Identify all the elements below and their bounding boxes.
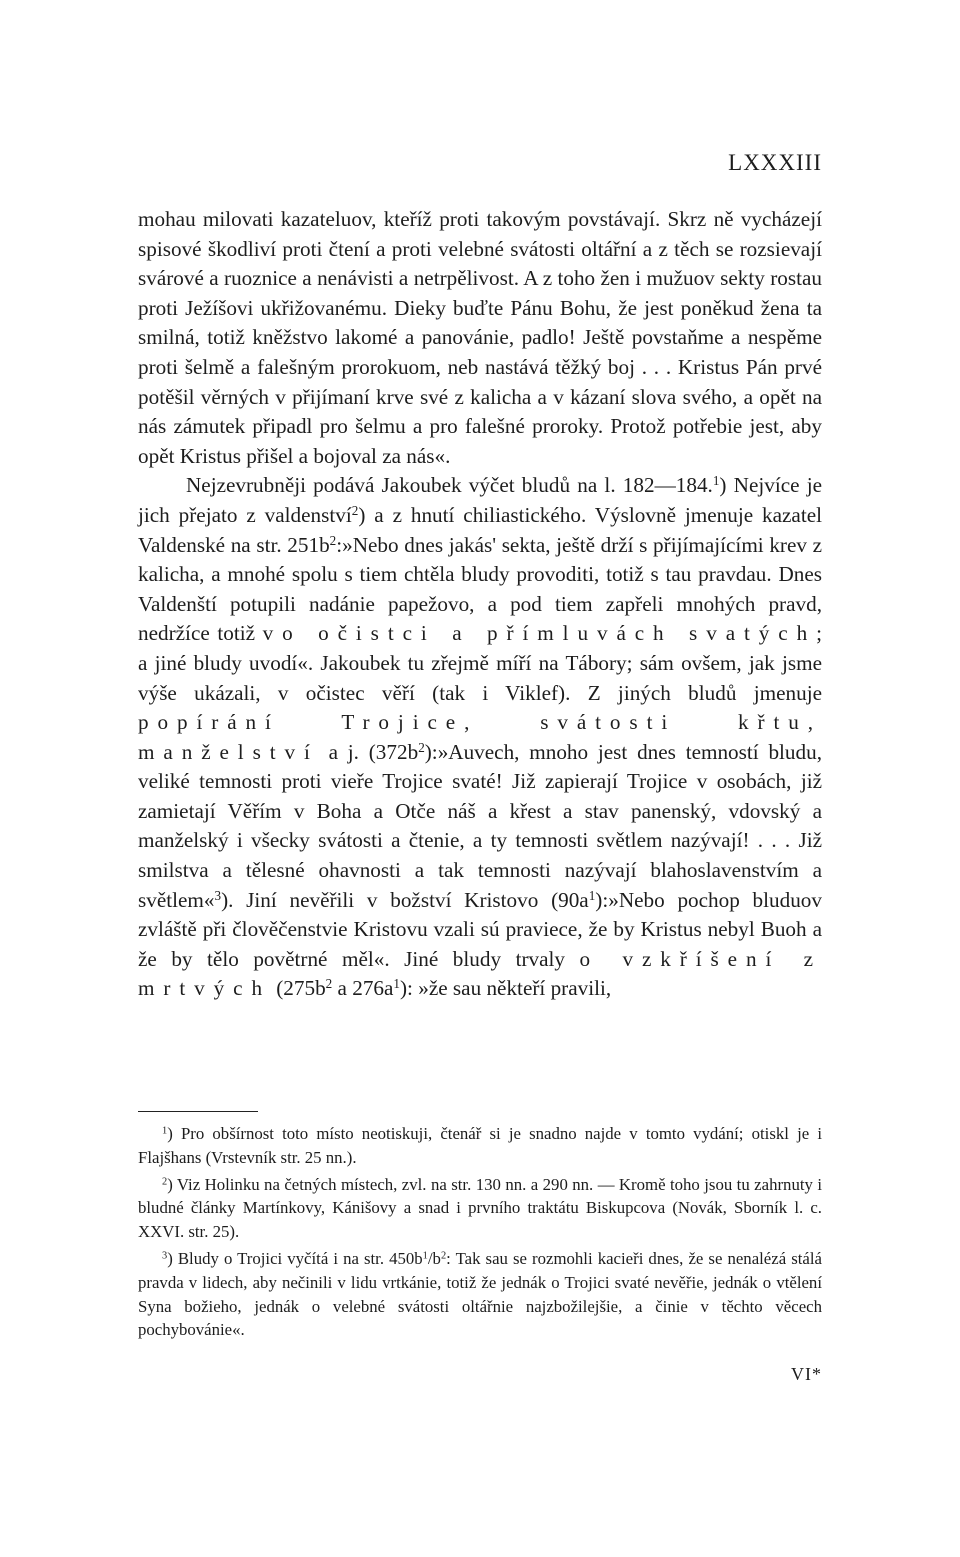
page-number: LXXXIII <box>728 150 822 175</box>
footnote-text: ) Pro obšírnost toto místo neotiskuji, čtenář si je snadno najde v tomto vydání; otiskl je i Flajšhans (Vrstevník str. 25 nn.). <box>138 1124 822 1167</box>
text-run: ) a z hnutí chiliastického. Výslovně jmenuje kazatel Valdenské na str. 251b <box>138 502 822 557</box>
text-run: a 276a <box>332 976 394 1001</box>
superscript: 2 <box>329 532 337 548</box>
superscript: 2 <box>418 739 425 755</box>
footnote-mark: 2 <box>162 1175 168 1187</box>
text-run: ):»Auvech, mnoho jest dnes temností bludu, veliké temnosti proti vieře Trojice svaté! Již zapierají Trojice v osobách, již zamietají Věřím v Boha a Otče náš a křest a stav panenský, vdovský a manželský i všecky svátosti a čtenie, a ty temnosti světlem nazývají! . . . Již smilstva a tělesné ohavnosti a tak temnosti nazývají blahoslavenstvím a světlem« <box>138 739 822 912</box>
superscript: 1 <box>422 1250 428 1262</box>
footnote-text: ) Bludy o Trojici vyčítá i na str. 450b <box>167 1248 423 1268</box>
text-run: (275b <box>270 976 326 1001</box>
footnote-mark: 3 <box>162 1250 168 1262</box>
footnote-ref: 3 <box>214 887 222 903</box>
text-run: ). Jiní nevěřili v božství Kristovo (90a <box>221 887 589 912</box>
footnote-2 <box>138 1173 822 1244</box>
text-run: ): »že sau někteří pravili, <box>399 976 612 1001</box>
footnote-1 <box>138 1122 822 1170</box>
footnotes <box>138 1122 822 1345</box>
text-run: a j. (372b <box>318 739 419 764</box>
footnote-ref: 1 <box>712 473 720 489</box>
footnote-3 <box>138 1247 822 1342</box>
printer-signature: VI* <box>791 1364 822 1384</box>
text-run: ; a jiné bludy uvodí«. Jakoubek tu zřejmě míří na Tábory; sám ovšem, jak jsme výše ukázali, v očistec věří (tak i Viklef). Z jiných bludů jmenuje <box>138 621 822 705</box>
text-run: ):»Nebo pochop bluduov zvláště při člověčenstvie Kristovu vzali sú praviece, že by Kristus nebyl Buoh a že by tělo povětrné měl«. Jiné bludy trvaly <box>138 887 822 971</box>
main-text <box>138 205 822 1004</box>
footnote-divider <box>138 1111 258 1112</box>
superscript: 1 <box>393 976 400 992</box>
text-run: Nejzevrubněji podává Jakoubek výčet bludů na l. 182—184. <box>186 473 713 498</box>
paragraph-heresies <box>138 471 822 1004</box>
spaced-emphasis: vo očistci a přímluvách svatých <box>262 621 817 646</box>
footnote-text: : Tak sau se rozmohli kacieři dnes, že se nenalézá stálá pravda v lidech, aby nečinili v lidu vrtkánie, totiž že jednák o Trojici svaté nevěřie, jednák o vtělení Syna božieho, jednák o velebné svátosti oltářnie najzbožilejšie, a činie v těchto věcech pochybovánie«. <box>138 1248 822 1340</box>
text-run: :»Nebo dnes jakás' sekta, ještě drží s přijímajícími krev z kalicha, a mnohé spolu s tiem chtěla bludy provoditi, totiž s tau pravdau. Dnes Valdenští potupili nadánie papežovo, a pod tiem zapřeli mnohých pravd, nedržíce totiž <box>138 532 822 646</box>
footnote-text: ) Viz Holinku na četných místech, zvl. na str. 130 nn. a 290 nn. — Kromě toho jsou tu zahrnuty i bludné články Martínkovy, Kánišovy a snad i prvního traktátu Biskupcova (Novák, Sborník l. c. XXVI. str. 25). <box>138 1174 822 1242</box>
superscript: 1 <box>588 887 596 903</box>
superscript: 2 <box>440 1250 447 1262</box>
superscript: 2 <box>325 976 333 992</box>
footnote-text: /b <box>427 1248 441 1268</box>
spaced-emphasis: popírání Trojice, svátosti křtu, manželství <box>138 710 822 764</box>
paragraph-quote-continuation: mohau milovati kazateluov, kteříž proti takovým povstávají. Skrz ně vycházejí spisové škodliví proti čtení a proti velebné svátosti oltářní a z těch se rozsievají svárové a ruoznice a nenávisti a netrpělivost. A z toho žen i mužuov sekty rostau proti Ježíšovi ukřižovanému. Dieky buďte Pánu Bohu, že jest poněkud žena ta smilná, totiž kněžstvo lakomé a panovánie, padlo! Ještě povstaňme a nespěme proti šelmě a falešným prorokuom, neb nastává těžký boj . . . Kristus Pán prvé potěšil věrných v přijímaní krve své z kalicha a v kázaní slova svého, a opět na nás zámutek připadl pro šelmu a pro falešné proroky. Protož potřebie jest, aby opět Kristus přišel a bojoval za nás«. <box>138 207 822 468</box>
text-run: ) Nejvíce je jich přejato z valdenství <box>138 473 822 527</box>
spaced-emphasis: o vzkříšení z mrtvých <box>138 946 822 1001</box>
footnote-mark: 1 <box>162 1125 168 1137</box>
footnote-ref: 2 <box>351 502 359 518</box>
